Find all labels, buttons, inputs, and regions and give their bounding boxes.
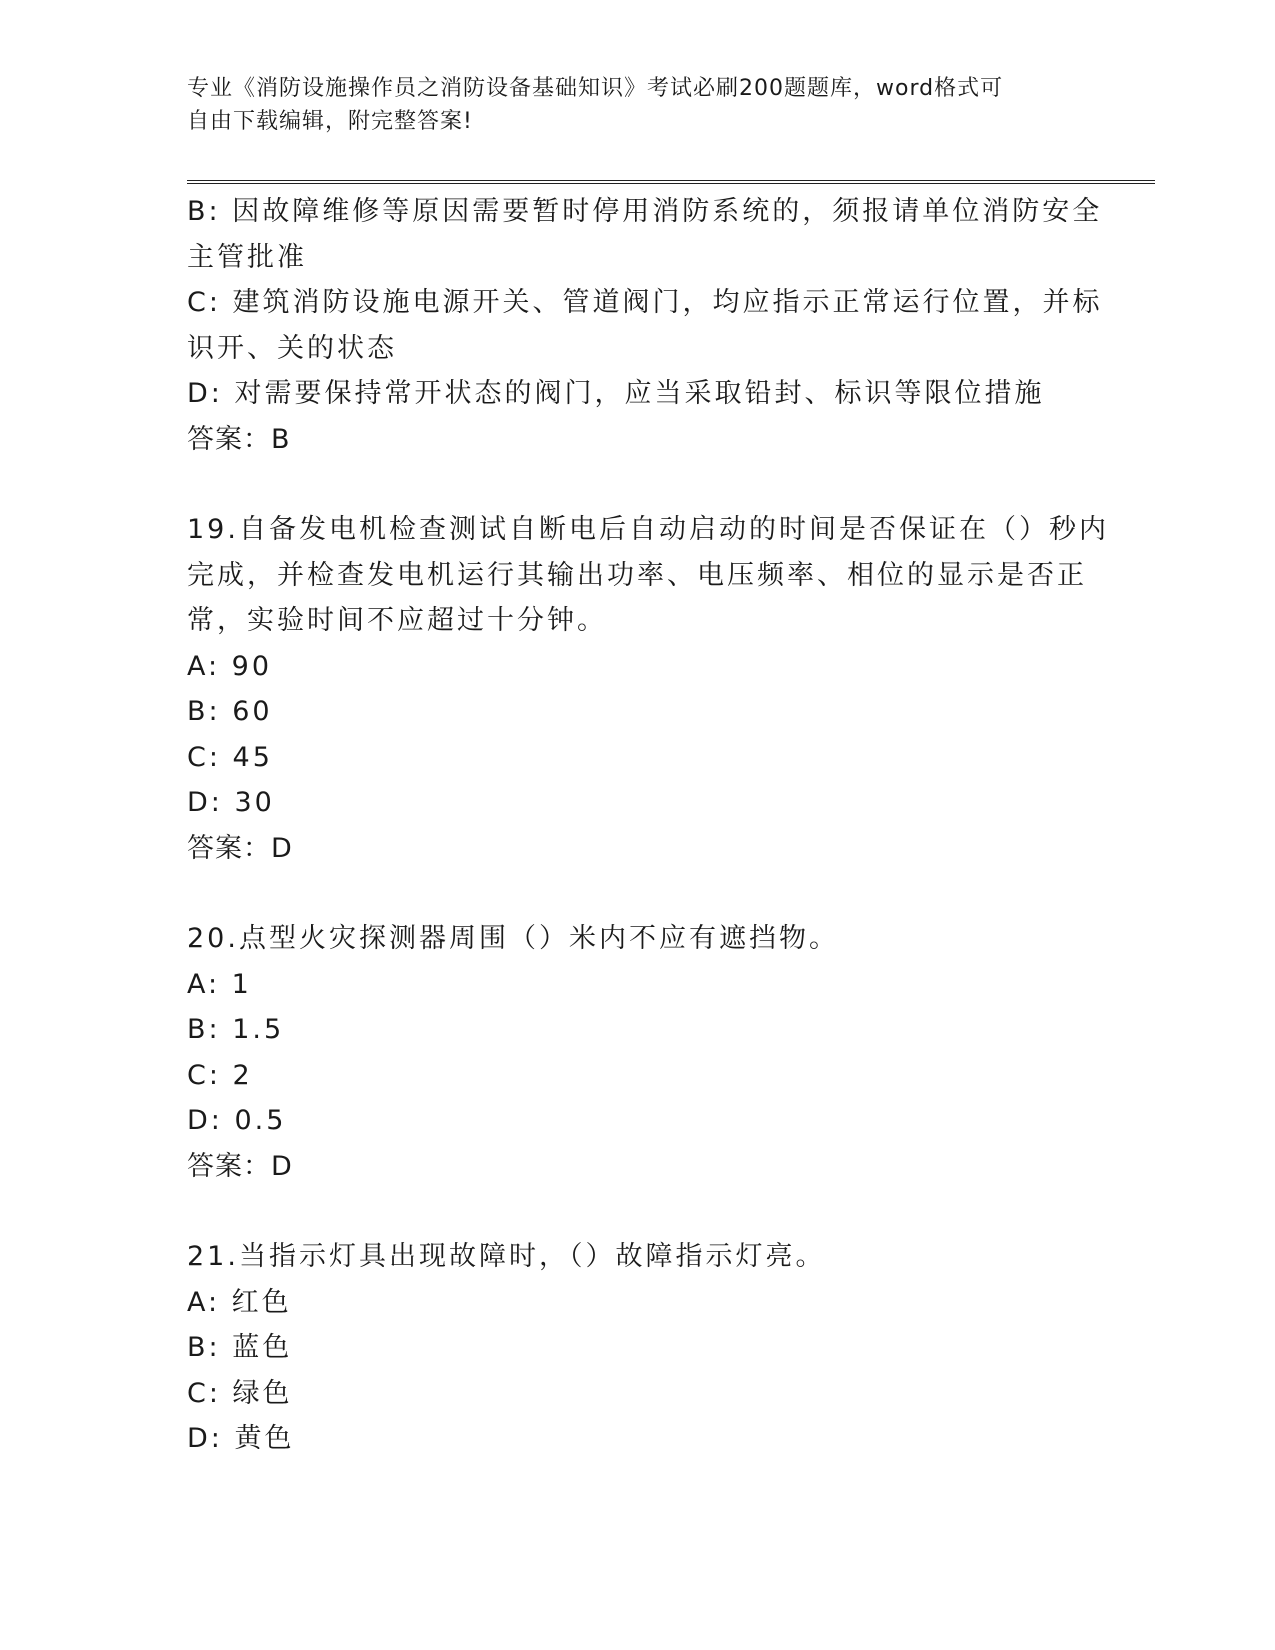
option-d: D: 0.5 bbox=[187, 1105, 287, 1136]
option-c: C: 45 bbox=[187, 741, 273, 773]
document-header bbox=[187, 72, 1067, 138]
option-d: D: 30 bbox=[187, 787, 275, 818]
question-19 bbox=[187, 507, 1109, 871]
question-20 bbox=[187, 916, 1087, 1189]
option-c-cont: 识开、关的状态 bbox=[187, 332, 397, 364]
question-content bbox=[187, 189, 1109, 1462]
question-stem: 19.自备发电机检查测试自断电后自动启动的时间是否保证在（）秒内 bbox=[187, 514, 1109, 545]
question-stem: 完成，并检查发电机运行其输出功率、电压频率、相位的显示是否正 bbox=[187, 559, 1087, 591]
option-b: B: 60 bbox=[187, 696, 273, 727]
option-d: D: 对需要保持常开状态的阀门，应当采取铅封、标识等限位措施 bbox=[187, 378, 1045, 409]
question-18-continued bbox=[187, 189, 1103, 462]
question-stem: 20.点型火灾探测器周围（）米内不应有遮挡物。 bbox=[187, 923, 839, 954]
answer: 答案：D bbox=[187, 1150, 293, 1182]
answer: 答案：B bbox=[187, 423, 291, 455]
question-stem: 21.当指示灯具出现故障时，（）故障指示灯亮。 bbox=[187, 1241, 826, 1272]
question-stem: 常，实验时间不应超过十分钟。 bbox=[187, 605, 607, 636]
option-c: C: 2 bbox=[187, 1059, 253, 1091]
option-a: A: 红色 bbox=[187, 1286, 292, 1318]
option-a: A: 1 bbox=[187, 968, 252, 1000]
header-line-2: 自由下载编辑，附完整答案! bbox=[187, 109, 473, 134]
option-d: D: 黄色 bbox=[187, 1423, 295, 1454]
option-b: B: 因故障维修等原因需要暂时停用消防系统的，须报请单位消防安全 bbox=[187, 196, 1103, 227]
option-b: B: 蓝色 bbox=[187, 1332, 293, 1363]
question-21 bbox=[187, 1234, 1087, 1462]
option-a: A: 90 bbox=[187, 650, 273, 682]
header-divider bbox=[187, 180, 1155, 184]
option-c: C: 建筑消防设施电源开关、管道阀门，均应指示正常运行位置，并标 bbox=[187, 287, 1103, 318]
option-b-cont: 主管批准 bbox=[187, 241, 307, 273]
option-b: B: 1.5 bbox=[187, 1014, 285, 1045]
answer: 答案：D bbox=[187, 832, 293, 864]
option-c: C: 绿色 bbox=[187, 1377, 293, 1409]
header-line-1: 专业《消防设施操作员之消防设备基础知识》考试必刷200题题库，word格式可 bbox=[187, 76, 1004, 101]
